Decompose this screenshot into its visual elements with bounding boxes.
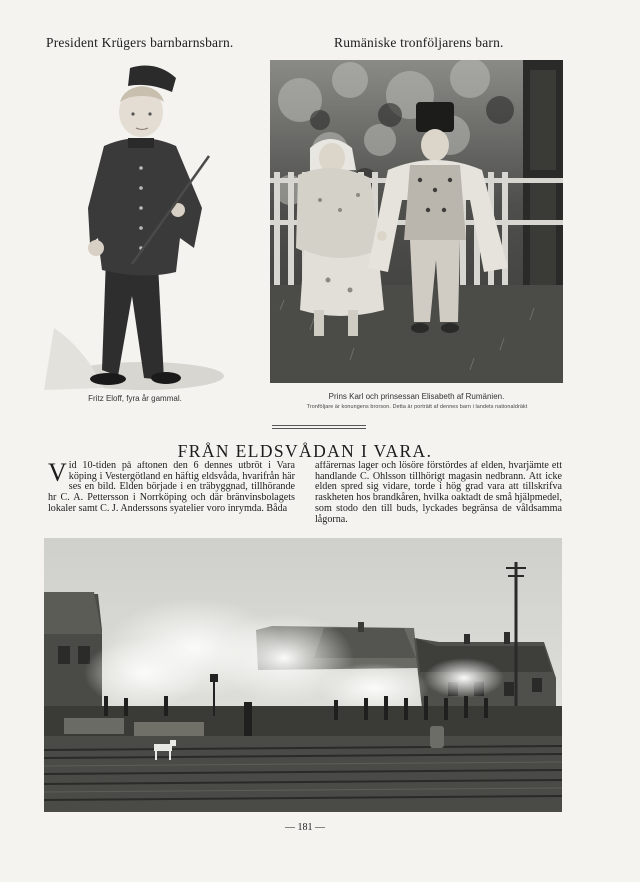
page-number: — 181 — bbox=[285, 822, 325, 833]
article-column-2: affärernas lager och lösöre förstördes af elden, hvarjämte ett handlande C. Ohlsson tillhörigt magasin nedbrann. Att icke elden spred sig vidare, torde i hög grad vara att tillskrifva raskheten hos brandkåren, hvilka oaktadt de små hjälpmedel, som stodo den till buds, lyckades begränsa de våldsamma lågorna. bbox=[315, 461, 562, 525]
left-photo-caption: Fritz Eloff, fyra år gammal. bbox=[88, 394, 182, 403]
royal-children-photo bbox=[270, 60, 563, 383]
right-photo-title: Rumäniske tronföljarens barn. bbox=[334, 35, 504, 50]
boy-portrait-photo bbox=[44, 58, 226, 390]
divider-bottom bbox=[272, 428, 366, 429]
left-photo-title: President Krügers barnbarnsbarn. bbox=[46, 35, 234, 50]
right-photo-caption: Prins Karl och prinsessan Elisabeth af Rumänien. bbox=[328, 392, 505, 401]
article-column-1-text: id 10-tiden på aftonen den 6 dennes utbröt i Vara köping i Vestergötland en häftig eldsvåda, hvarifrån här ses en bild. Elden började i en träbyggnad, tillhörande hr C. A. Pettersson i Norrköping och där bränvinsbolagets lokaler samt C. J. Anderssons syatelier voro inrymda. Båda bbox=[48, 461, 295, 514]
article-dropcap: V bbox=[48, 461, 67, 487]
article-headline: FRÅN ELDSVÅDAN I VARA. bbox=[177, 441, 433, 461]
right-photo-subcaption: Tronföljare är konungens brorson. Detta är porträtt af dennes barn i landets nationaldräkt bbox=[306, 404, 528, 410]
article-column-1 bbox=[48, 461, 295, 533]
divider-top bbox=[272, 425, 366, 426]
fire-scene-photo bbox=[44, 538, 562, 812]
